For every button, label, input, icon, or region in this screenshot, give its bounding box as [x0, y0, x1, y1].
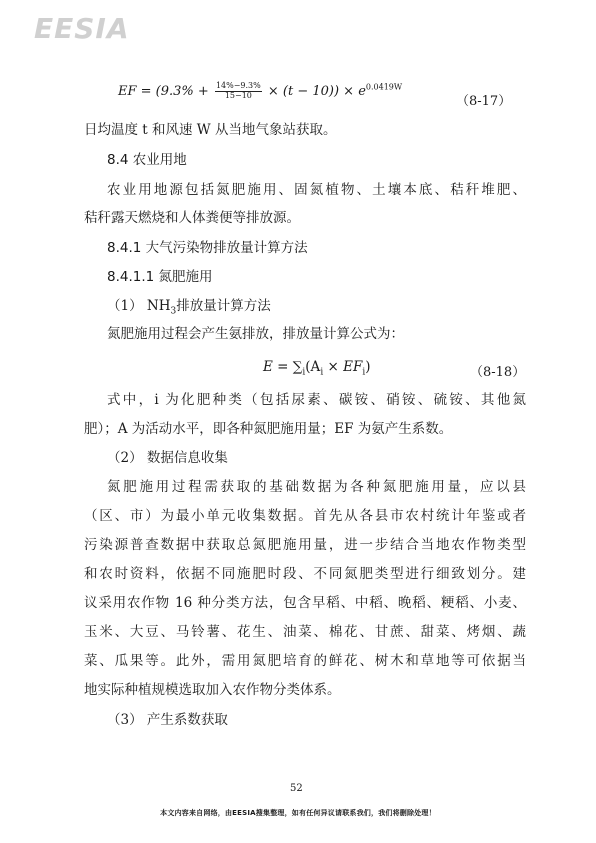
collect-line-4: 和农时资料，依据不同施肥时段、不同氮肥类型进行细致划分。建 [84, 566, 526, 582]
formula2-body: (A [305, 359, 321, 375]
fraction-denominator: 15−10 [224, 90, 252, 100]
where-line-2: 肥）；A 为活动水平，即各种氮肥施用量；EF 为氨产生系数。 [84, 421, 453, 437]
section-heading-8-4-1: 8.4.1 大气污染物排放量计算方法 [107, 240, 308, 256]
collect-line-1: 氮肥施用过程需获取的基础数据为各种氮肥施用量，应以县 [107, 479, 526, 495]
fraction-numerator: 14%−9.3% [215, 81, 261, 90]
formula2-lhs: E = ∑ [263, 359, 303, 375]
formula-fraction [215, 82, 262, 101]
formula-exponent: 0.0419W [365, 82, 403, 92]
section-heading-8-4-1-1: 8.4.1.1 氮肥施用 [107, 269, 213, 285]
collect-line-3: 污染源普查数据中获取总氮肥施用量，进一步结合当地农作物类型 [84, 537, 526, 553]
formula2-sum-sub: i [302, 367, 306, 378]
formula-8-18: $E = \sum_i(A_i \times EF_i)$ [263, 359, 371, 378]
footer-notice: 本文内容来自网络，由EESIA搜集整理，如有任何异议请联系我们，我们将删除处理！ [160, 809, 436, 817]
collect-line-5: 议采用农作物 16 种分类方法，包含早稻、中稻、晚稻、粳稻、小麦、 [84, 595, 526, 611]
collect-line-8: 地实际种植规模选取加入农作物分类体系。 [84, 682, 341, 698]
agri-line-1: 农业用地源包括氮肥施用、固氮植物、土壤本底、秸秆堆肥、 [107, 182, 526, 198]
para-weather: 日均温度 t 和风速 W 从当地气象站获取。 [84, 122, 337, 138]
para-formula-intro: 氮肥施用过程会产生氨排放，排放量计算公式为： [107, 326, 404, 342]
formula2-body2: × EF [323, 359, 363, 375]
formula-lhs: EF = (9.3% + [118, 83, 209, 99]
where-line-1: 式中，i 为化肥种类（包括尿素、碳铵、硝铵、硫铵、其他氮 [107, 392, 526, 408]
item-1-label: （1） NH [107, 298, 171, 314]
formula-rest: × (t − 10)) × e [267, 83, 366, 99]
agri-line-2: 秸秆露天燃烧和人体粪便等排放源。 [84, 210, 300, 226]
equation-number-8-17: （8-17） [456, 94, 512, 109]
eesia-logo: EESIA [34, 12, 130, 45]
item-1-heading [107, 300, 271, 317]
formula2-close: ) [365, 359, 371, 375]
formula-8-17 [118, 82, 402, 110]
item-2-heading: （2） 数据信息收集 [107, 450, 228, 466]
collect-line-6: 玉米、大豆、马铃薯、花生、油菜、棉花、甘蔗、甜菜、烤烟、蔬 [84, 624, 526, 640]
item-1-subscript: 3 [170, 306, 177, 317]
collect-line-7: 菜、瓜果等。此外，需用氮肥培育的鲜花、树木和草地等可依据当 [84, 653, 526, 669]
item-3-heading: （3） 产生系数获取 [107, 712, 228, 728]
item-1-rest: 排放量计算方法 [176, 298, 271, 314]
equation-number-8-18: （8-18） [470, 365, 526, 380]
collect-line-2: （区、市）为最小单元收集数据。首先从各县市农村统计年鉴或者 [84, 508, 526, 524]
page-number: 52 [290, 783, 303, 794]
section-heading-8-4: 8.4 农业用地 [107, 152, 187, 168]
